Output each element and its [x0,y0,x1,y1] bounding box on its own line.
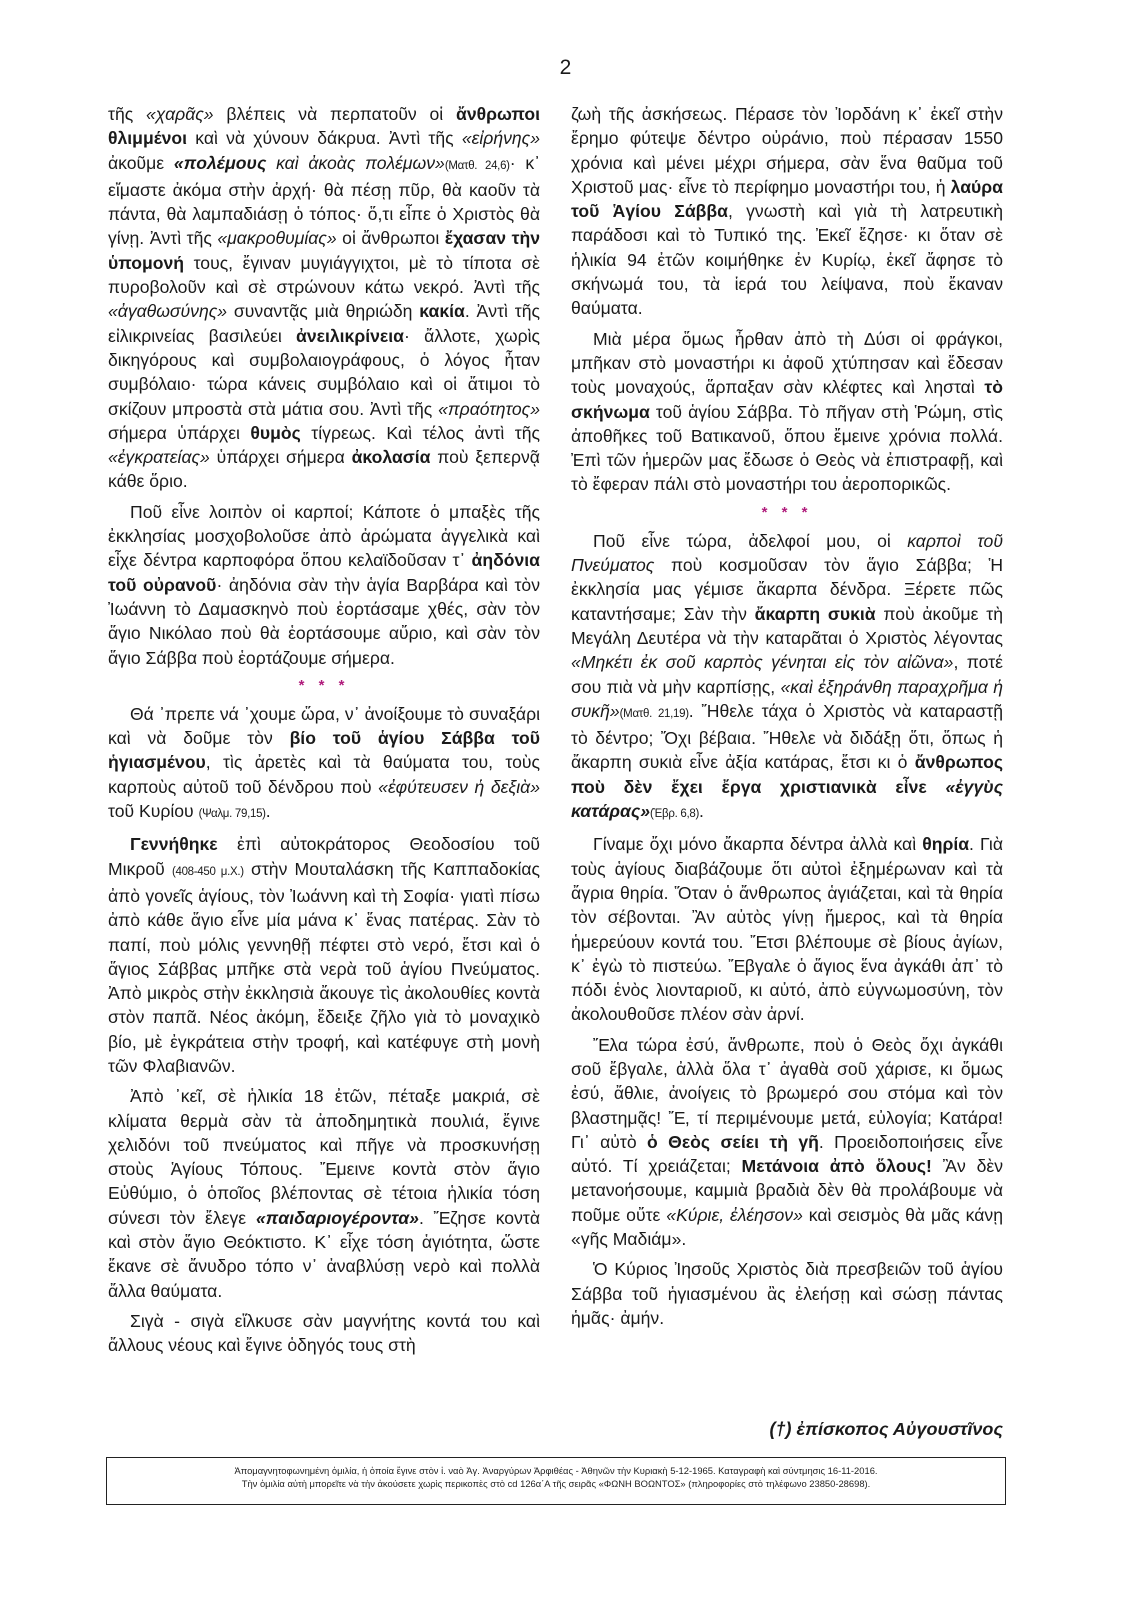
paragraph: Ἔλα τώρα ἐσύ, ἄνθρωπε, ποὺ ὁ Θεὸς ὄχι ἀγκάθι σοῦ ἔβγαλε, ἀλλὰ ὅλα τ᾽ ἀγαθὰ σοῦ χάρισε, κι ὅμως ἐσύ, ἄθλιε, ἀνοίγεις τὸ βρωμερό σου στόμα καὶ τὸν βλαστημᾷς! Ἔ, τί περιμένουμε μετά, εὐλογία; Κατάρα! Γι᾽ αὐτὸ ὁ Θεὸς σείει τὴ γῆ. Προειδοποιήσεις εἶνε αὐτό. Τί χρειάζεται; Μετάνοια ἀπὸ ὅλους! Ἂν δὲν μετανοήσουμε, καμμιὰ βραδιὰ δὲν θὰ προλάβουμε νὰ ποῦμε οὔτε «Κύριε, ἐλέησον» καὶ σεισμὸς θὰ μᾶς κάνῃ «γῆς Μαδιάμ». [571,1034,1003,1250]
scripture-reference: (Ἑβρ. 6,8) [650,808,700,821]
footer-line: Ἀπομαγνητοφωνημένη ὁμιλία, ἡ ὁποία ἔγινε στὸν ἱ. ναὸ Ἁγ. Ἀναργύρων Ἀρφιθέας - Ἀθηνῶν τὴν Κυριακὴ 5-12-1965. Καταγραφὴ καὶ σύντμησις 16-11-2016. [234,1465,878,1476]
footer-line: Τὴν ὁμιλία αὐτὴ μπορεῖτε νὰ τὴν ἀκούσετε χωρὶς περικοπὲς στὸ cd 126α΄Α τῆς σειρᾶς «ΦΩΝΗ ΒΟΩΝΤΟΣ» (πληροφορίες στὸ τηλέφωνο 23850-28698). [241,1478,871,1489]
footer-note-box [106,1457,1006,1505]
paragraph: Θά ᾽πρεπε νά ᾽χουμε ὥρα, ν᾽ ἀνοίξουμε τὸ συναξάρι καὶ νὰ δοῦμε τὸν βίο τοῦ ἁγίου Σάββα τοῦ ἡγιασμένου, τὶς ἀρετὲς καὶ τὰ θαύματα του, τοὺς καρποὺς αὐτοῦ τοῦ δένδρου ποὺ «ἐφύτευσεν ἡ δεξιὰ» τοῦ Κυρίου (Ψαλμ. 79,15). [108,703,540,822]
scripture-reference: (Ματθ. 24,6) [444,159,510,172]
author-signature: (†) ἐπίσκοπος Αὐγουστῖνος [769,1419,1003,1439]
paragraph: Ποῦ εἶνε τώρα, ἀδελφοί μου, οἱ καρποὶ τοῦ Πνεύματος ποὺ κοσμοῦσαν τὸν ἅγιο Σάββα; Ἡ ἐκκλησία μας γέμισε ἄκαρπα δένδρα. Ξέρετε πῶς καταντήσαμε; Σὰν τὴν ἄκαρπη συκιὰ ποὺ ἀκοῦμε τὴ Μεγάλη Δευτέρα νὰ τὴν καταρᾶται ὁ Χριστὸς λέγοντας «Μηκέτι ἐκ σοῦ καρπὸς γένηται εἰς τὸν αἰῶνα», ποτέ σου πιὰ νὰ μὴν καρπίσῃς, «καὶ ἐξηράνθη παραχρῆμα ἡ συκῆ»(Ματθ. 21,19). Ἤθελε τάχα ὁ Χριστὸς νὰ καταραστῇ τὸ δέντρο; Ὄχι βέβαια. Ἤθελε νὰ διδάξῃ ὅτι, ὅπως ἡ ἄκαρπη συκιὰ εἶνε ἀξία κατάρας, ἔτσι κι ὁ ἄνθρωπος ποὺ δὲν ἔχει ἔργα χριστιανικὰ εἶνε «ἐγγὺς κατάρας»(Ἑβρ. 6,8). [571,530,1004,822]
scripture-reference: (Ψαλμ. 79,15) [198,808,266,821]
paragraph: Σιγὰ - σιγὰ εἵλκυσε σὰν μαγνήτης κοντά του καὶ ἄλλους νέους καὶ ἔγινε ὁδηγός τους στὴ [108,1310,540,1356]
paragraph: Ὁ Κύριος Ἰησοῦς Χριστὸς διὰ πρεσβειῶν τοῦ ἁγίου Σάββα τοῦ ἡγιασμένου ἂς ἐλεήσῃ καὶ σώσῃ πάντας ἡμᾶς· ἀμήν. [571,1259,1003,1328]
left-column [108,102,540,1364]
paragraph: Μιὰ μέρα ὅμως ἦρθαν ἀπὸ τὴ Δύσι οἱ φράγκοι, μπῆκαν στὸ μοναστήρι κι ἀφοῦ χτύπησαν καὶ ἔδεσαν τοὺς μοναχούς, ἅρπαξαν σὰν κλέφτες καὶ λησταὶ τὸ σκήνωμα τοῦ ἁγίου Σάββα. Τὸ πῆγαν στὴ Ῥώμη, στὶς ἀποθῆκες τοῦ Βατικανοῦ, ὅπου ἔμεινε χρόνια πολλά. Ἐπὶ τῶν ἡμερῶν μας ἔδωσε ὁ Θεὸς νὰ ἐπιστραφῇ, καὶ τὸ ἔφεραν πάλι στὸ μοναστήρι του ἀεροπορικῶς. [571,328,1003,495]
date-reference: (408-450 μ.Χ.) [171,865,244,878]
page-number: 2 [559,56,572,79]
paragraph: Γίναμε ὄχι μόνο ἄκαρπα δέντρα ἀλλὰ καὶ θηρία. Γιὰ τοὺς ἁγίους διαβάζουμε ὅτι αὐτοὶ ἐξημέρωναν καὶ τὰ ἄγρια θηρία. Ὅταν ὁ ἄνθρωπος ἁγιάζεται, καὶ τὰ θηρία τὸν σέβονται. Ἂν αὐτὸς γίνῃ ἥμερος, καὶ τὰ θηρία ἡμερεύουν κοντά του. Ἔτσι βλέπουμε σὲ βίους ἁγίων, κ᾽ ἐγὼ τὸ πιστεύω. Ἔβγαλε ὁ ἅγιος ἕνα ἀγκάθι ἀπ᾽ τὸ πόδι ἑνὸς λιονταριοῦ, κι αὐτό, ἀπὸ εὐγνωμοσύνη, τὸν ἀκολουθοῦσε πλέον σὰν ἀρνί. [571,834,1003,1025]
paragraph: Ἀπὸ ᾽κεῖ, σὲ ἡλικία 18 ἐτῶν, πέταξε μακριά, σὲ κλίματα θερμὰ σὰν τὰ ἀποδημητικὰ πουλιά, ἔγινε χελιδόνι τοῦ πνεύματος καὶ πῆγε νὰ προσκυνήσῃ στοὺς Ἁγίους Τόπους. Ἔμεινε κοντὰ στὸν ἅγιο Εὐθύμιο, ὁ ὁποῖος βλέποντας σὲ τέτοια ἡλικία τόση σύνεσι τὸν ἔλεγε «παιδαριογέροντα». Ἔζησε κοντὰ καὶ στὸν ἅγιο Θεόκτιστο. Κ᾽ εἶχε τόση ἁγιότητα, ὥστε ἔκανε σὲ ἄνυδρο τόπο ν᾽ ἀναβλύσῃ νερὸ καὶ πολλὰ ἄλλα θαύματα. [108,1086,540,1301]
paragraph: ζωὴ τῆς ἀσκήσεως. Πέρασε τὸν Ἰορδάνη κ᾽ ἐκεῖ στὴν ἔρημο φύτεψε δέντρο οὐράνιο, ποὺ πέρασαν 1550 χρόνια καὶ μένει μέχρι σήμερα, σὰν ἕνα θαῦμα τοῦ Χριστοῦ μας· εἶνε τὸ περίφημο μοναστήρι του, ἡ λαύρα τοῦ Ἁγίου Σάββα, γνωστὴ καὶ γιὰ τὴ λατρευτικὴ παράδοσι καὶ τὸ Τυπικό της. Ἐκεῖ ἔζησε· κι ὅταν σὲ ἡλικία 94 ἐτῶν κοιμήθηκε ἐν Κυρίῳ, ἐκεῖ ἄφησε τὸ σκήνωμά του, τὰ ἱερά του λείψανα, ποὺ ἔκαναν θαύματα. [571,104,1003,319]
paragraph: Γεννήθηκε ἐπὶ αὐτοκράτορος Θεοδοσίου τοῦ Μικροῦ (408-450 μ.Χ.) στὴν Μουταλάσκη τῆς Καππαδοκίας ἀπὸ γονεῖς ἁγίους, τὸν Ἰωάννη καὶ τὴ Σοφία· γιατὶ πίσω ἀπὸ κάθε ἅγιο εἶνε μία μάνα κ᾽ ἕνας πατέρας. Σὰν τὸ παπί, ποὺ μόλις γεννηθῇ πέφτει στὸ νερό, ἔτσι καὶ ὁ ἅγιος Σάββας μπῆκε στὰ νερὰ τοῦ ἁγίου Πνεύματος. Ἀπὸ μικρὸς στὴν ἐκκλησιὰ ἄκουγε τὶς ἀκολουθίες κοντὰ στὸν παπᾶ. Νέος ἀκόμη, ἔδειξε ζῆλο γιὰ τὸ μοναχικὸ βίο, μὲ ἐγκράτεια στὴν τροφή, καὶ κατέφυγε στὴ μονὴ τῶν Φλαβιανῶν. [108,834,541,1076]
paragraph: Ποῦ εἶνε λοιπὸν οἱ καρποί; Κάποτε ὁ μπαξὲς τῆς ἐκκλησίας μοσχοβολοῦσε ἀπὸ ἀρώματα ἀγγελικὰ καὶ εἶχε δέντρα καρποφόρα ὅπου κελαϊδοῦσαν τ᾽ ἀηδόνια τοῦ οὐρανοῦ· ἀηδόνια σὰν τὴν ἁγία Βαρβάρα καὶ τὸν Ἰωάννη τὸ Δαμασκηνὸ ποὺ ἑορτάσαμε χθές, σὰν τὸν ἅγιο Νικόλαο ποὺ θὰ ἑορτάσουμε αὔριο, καὶ σὰν τὸν ἅγιο Σάββα ποὺ ἑορτάζουμε σήμερα. [108,501,540,668]
section-separator: * * * [298,676,350,694]
right-column [571,102,1003,1336]
section-separator: * * * [761,503,813,521]
scripture-reference: (Ματθ. 21,19) [619,707,689,720]
paragraph: τῆς «χαρᾶς» βλέπεις νὰ περπατοῦν οἱ ἄνθρωποι θλιμμένοι καὶ νὰ χύνουν δάκρυα. Ἀντὶ τῆς «εἰρήνης» ἀκοῦμε «πολέμους καὶ ἀκοὰς πολέμων»(Ματθ. 24,6)· κ᾽ εἴμαστε ἀκόμα στὴν ἀρχή· θὰ πέσῃ πῦρ, θὰ καοῦν τὰ πάντα, θὰ λαμπαδιάσῃ ὁ τόπος· ὅ,τι εἶπε ὁ Χριστὸς θὰ γίνῃ. Ἀντὶ τῆς «μακροθυμίας» οἱ ἄνθρωποι ἔχασαν τὴν ὑπομονή τους, ἔγιναν μυγιάγγιχτοι, μὲ τὸ τίποτα σὲ πυροβολοῦν καὶ σὲ στρώνουν κάτω νεκρό. Ἀντὶ τῆς «ἀγαθωσύνης» συναντᾷς μιὰ θηριώδη κακία. Ἀντὶ τῆς εἰλικρινείας βασιλεύει ἀνειλικρίνεια· ἄλλοτε, χωρὶς δικηγόρους καὶ συμβολαιογράφους, ὁ λόγος ἦταν συμβόλαιο· τώρα κάνεις συμβόλαιο καὶ οἱ ἄτιμοι τὸ σκίζουν μπροστὰ στὰ μάτια σου. Ἀντὶ τῆς «πραότητος» σήμερα ὑπάρχει θυμὸς τίγρεως. Καὶ τέλος ἀντὶ τῆς «ἐγκρατείας» ὑπάρχει σήμερα ἀκολασία ποὺ ξεπερνᾷ κάθε ὅριο. [108,104,541,492]
